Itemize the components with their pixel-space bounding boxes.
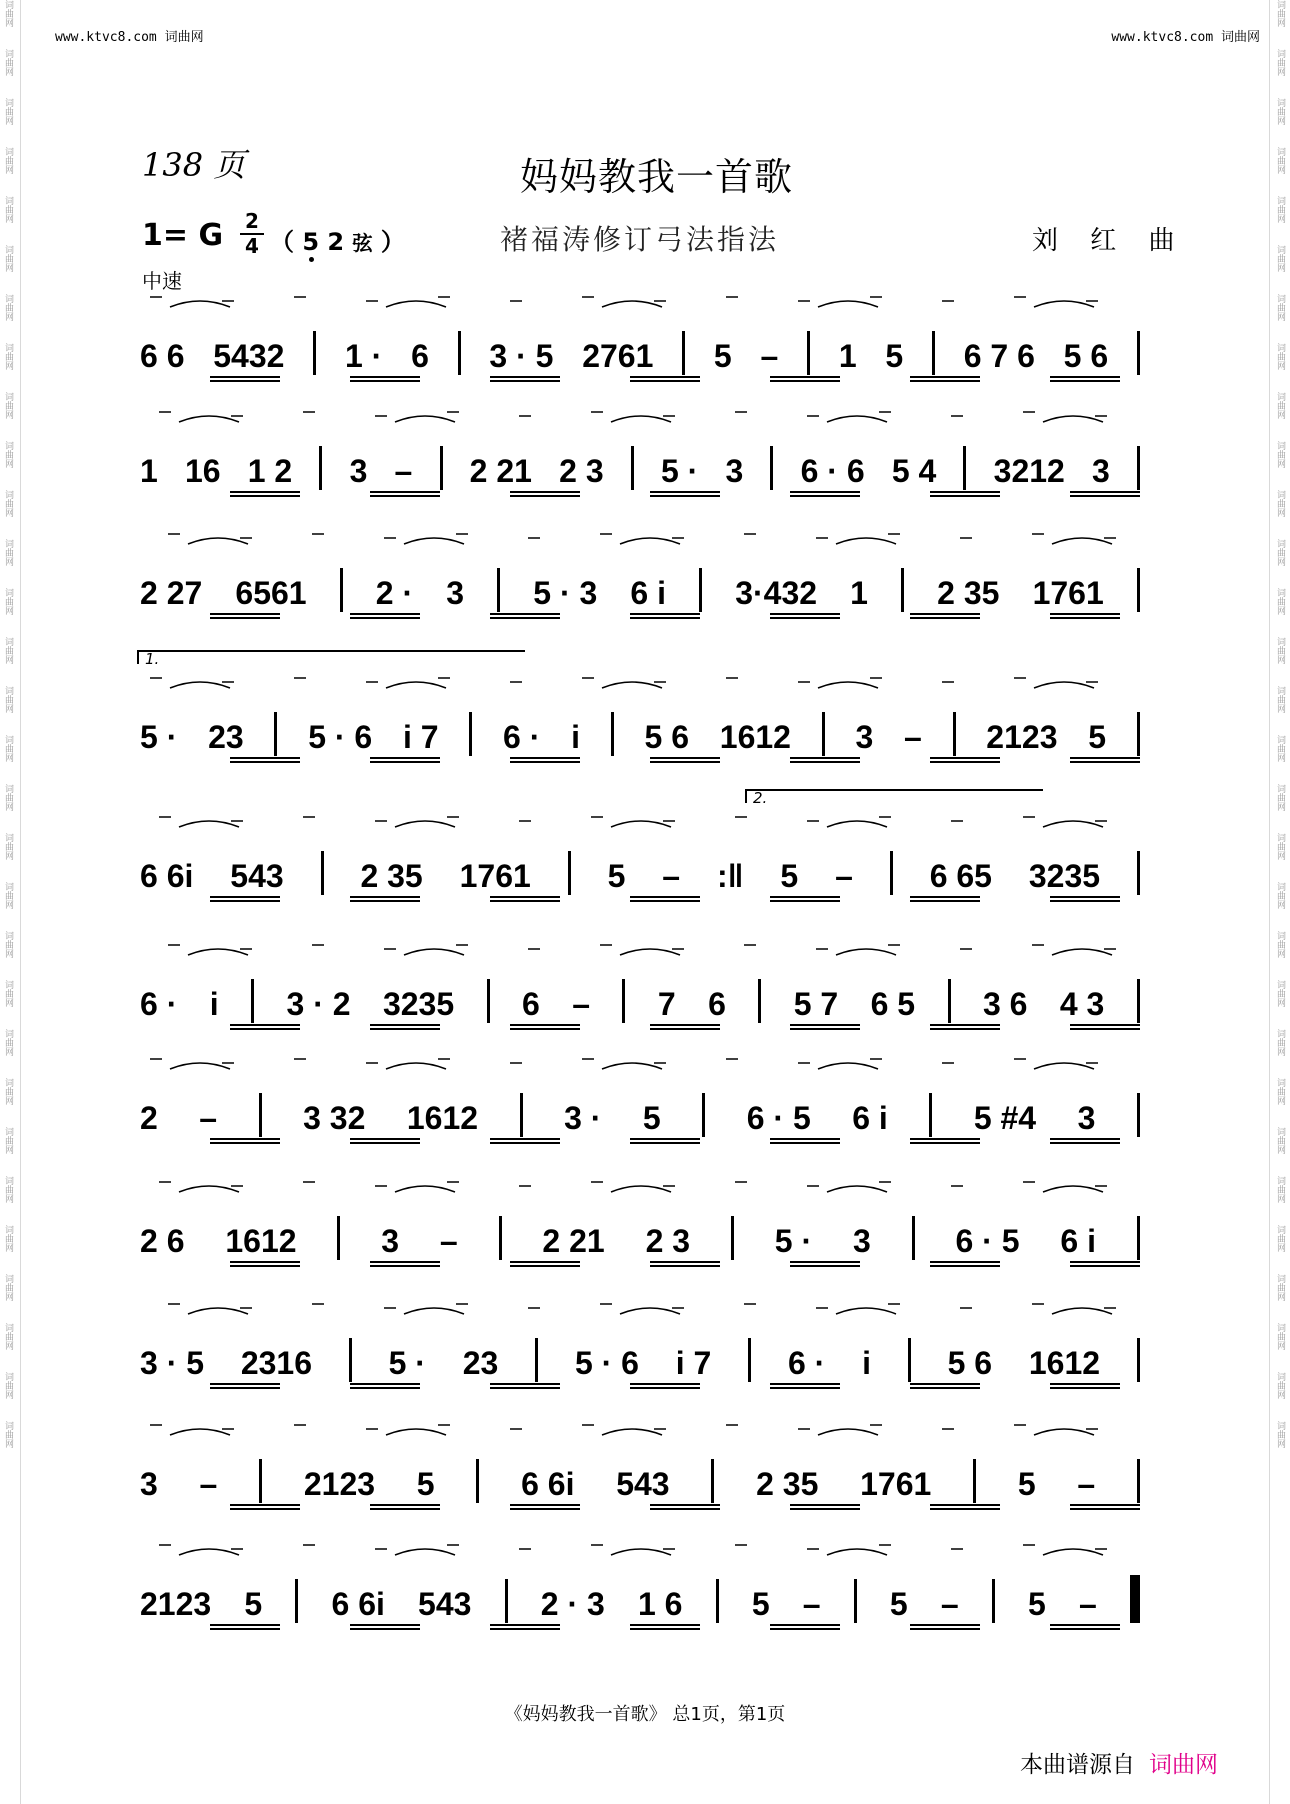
repeat-sign: :‖ xyxy=(716,858,744,894)
margin-watermark-text: 词曲网 xyxy=(3,441,13,468)
barline xyxy=(992,1579,995,1623)
barline xyxy=(807,331,810,375)
margin-watermark-text: 词曲网 xyxy=(1275,931,1285,958)
margin-watermark-text: 词曲网 xyxy=(3,980,13,1007)
barline xyxy=(568,851,571,895)
note-group: 6 · 5 xyxy=(746,1100,811,1136)
note-group: 4 3 xyxy=(1059,986,1105,1022)
note-group: 5 · xyxy=(140,719,178,755)
note-group: 543 xyxy=(616,1466,670,1502)
note-group: 1612 xyxy=(406,1100,479,1136)
note-group: 6561 xyxy=(235,575,307,611)
note-group: 6 6i xyxy=(521,1466,575,1502)
bowing-marks xyxy=(140,267,1140,311)
barline xyxy=(716,1579,719,1623)
barline xyxy=(631,446,634,490)
note-group: 2316 xyxy=(240,1345,313,1381)
note-group: 6 · 6 xyxy=(800,453,865,489)
score-line xyxy=(140,1200,1150,1260)
barline xyxy=(1137,851,1140,895)
barline xyxy=(611,712,614,756)
barline xyxy=(1137,712,1140,756)
bowing-marks xyxy=(140,1274,1140,1318)
margin-watermark-text: 词曲网 xyxy=(3,1323,13,1350)
margin-watermark-text: 词曲网 xyxy=(3,294,13,321)
note-group: 3 xyxy=(1077,1100,1096,1136)
barline xyxy=(932,331,935,375)
margin-watermark-text: 词曲网 xyxy=(1275,490,1285,517)
note-group: 7 xyxy=(657,986,676,1022)
note-group: – xyxy=(199,1466,218,1502)
barline xyxy=(963,446,966,490)
watermark-top-right xyxy=(1111,26,1260,45)
note-group: 6 6 xyxy=(140,338,185,374)
beam-underlines xyxy=(140,895,1140,917)
note-group: – xyxy=(199,1100,218,1136)
margin-watermark-text: 词曲网 xyxy=(1275,1176,1285,1203)
note-group: 2 3 xyxy=(645,1223,691,1259)
barline xyxy=(535,1338,538,1382)
note-group: 6 · xyxy=(140,986,178,1022)
margin-watermark-text: 词曲网 xyxy=(1275,147,1285,174)
barline xyxy=(499,1216,502,1260)
note-group: 5 · xyxy=(660,453,699,489)
note-group: 5 4 xyxy=(891,453,937,489)
time-signature xyxy=(240,211,264,257)
score-line xyxy=(140,552,1150,612)
barline xyxy=(622,979,625,1023)
note-group: 3212 xyxy=(993,453,1065,489)
note-group: 6 65 xyxy=(929,858,992,894)
barline xyxy=(337,1216,340,1260)
barline xyxy=(476,1459,479,1503)
note-group: 5 xyxy=(889,1586,908,1622)
tuning-paren-open: （ xyxy=(270,228,294,256)
time-signature-bottom: 4 xyxy=(245,234,259,258)
barline xyxy=(313,331,316,375)
note-group: 2 xyxy=(140,1100,158,1136)
margin-watermark-text: 词曲网 xyxy=(3,196,13,223)
string-tuning xyxy=(270,222,405,257)
source-brand: 词曲网 xyxy=(1149,1752,1218,1778)
note-group: 5 · 3 xyxy=(533,575,598,611)
note-group: 3 xyxy=(852,1223,871,1259)
margin-watermark-text: 词曲网 xyxy=(1275,1078,1285,1105)
barline xyxy=(469,712,472,756)
margin-watermark-text: 词曲网 xyxy=(1275,1225,1285,1252)
note-group: 5 xyxy=(416,1466,435,1502)
score-line xyxy=(140,1077,1150,1137)
barline xyxy=(1137,331,1140,375)
margin-watermark-text: 词曲网 xyxy=(1275,49,1285,76)
margin-watermark-text: 词曲网 xyxy=(3,490,13,517)
note-group: 2 3 xyxy=(559,453,604,489)
barline xyxy=(711,1459,714,1503)
barline xyxy=(295,1579,298,1623)
note-group: 5 6 xyxy=(644,719,690,755)
margin-watermark-text: 词曲网 xyxy=(3,147,13,174)
watermark-site: 词曲网 xyxy=(164,30,204,45)
barline xyxy=(702,1093,705,1137)
note-group: 2 35 xyxy=(937,575,1000,611)
bowing-marks xyxy=(140,648,1140,692)
score-line xyxy=(140,789,1150,895)
margin-watermark-text: 词曲网 xyxy=(3,686,13,713)
margin-watermark-text: 词曲网 xyxy=(3,1029,13,1056)
note-group: 6 i xyxy=(852,1100,888,1136)
barline xyxy=(770,446,773,490)
barline xyxy=(1137,1093,1140,1137)
barline xyxy=(520,1093,523,1137)
note-group: 5 #4 xyxy=(973,1100,1037,1136)
barline xyxy=(340,568,343,612)
barline xyxy=(251,979,254,1023)
note-group: 3 32 xyxy=(303,1100,366,1136)
margin-watermark-text: 词曲网 xyxy=(3,1078,13,1105)
margin-watermark-text: 词曲网 xyxy=(1275,882,1285,909)
margin-watermark-text: 词曲网 xyxy=(1275,441,1285,468)
margin-watermark-text: 词曲网 xyxy=(1275,637,1285,664)
left-margin-rule xyxy=(20,0,21,1804)
barline xyxy=(1137,446,1140,490)
left-margin-watermark xyxy=(2,0,16,1804)
barline xyxy=(458,331,461,375)
barline xyxy=(748,1338,751,1382)
note-group: 3 xyxy=(855,719,874,755)
note-group: 543 xyxy=(418,1586,472,1622)
note-group: 2 21 xyxy=(542,1223,605,1259)
note-group: 6 · xyxy=(787,1345,826,1381)
margin-watermark-text: 词曲网 xyxy=(1275,539,1285,566)
note-group: 2 27 xyxy=(140,575,203,611)
margin-watermark-text: 词曲网 xyxy=(3,1176,13,1203)
note-group: 1612 xyxy=(225,1223,297,1259)
barline xyxy=(440,446,443,490)
margin-watermark-text: 词曲网 xyxy=(3,588,13,615)
tempo-marking: 中速 xyxy=(142,269,182,293)
note-group: 5 6 xyxy=(1063,338,1109,374)
right-margin-watermark xyxy=(1274,0,1288,1804)
margin-watermark-text: 词曲网 xyxy=(3,1372,13,1399)
margin-watermark-text: 词曲网 xyxy=(1275,833,1285,860)
barline xyxy=(890,851,893,895)
margin-watermark-text: 词曲网 xyxy=(1275,0,1285,27)
note-group: 16 xyxy=(184,453,221,489)
note-group: 6 xyxy=(411,338,429,374)
note-group: 6 xyxy=(708,986,726,1022)
margin-watermark-text: 词曲网 xyxy=(1275,294,1285,321)
bowing-marks xyxy=(140,1395,1140,1439)
footer-page-info: 《妈妈教我一首歌》 总1页，第1页 xyxy=(504,1704,786,1725)
note-group: 3 xyxy=(725,453,744,489)
note-group: 2123 xyxy=(986,719,1058,755)
note-group: 3 xyxy=(1092,453,1110,489)
note-group: 5 xyxy=(713,338,732,374)
note-group: 23 xyxy=(462,1345,499,1381)
note-group: 1 · xyxy=(344,338,383,374)
barline xyxy=(758,979,761,1023)
note-group: 1 xyxy=(838,338,857,374)
note-group: 3 xyxy=(446,575,465,611)
note-group: – xyxy=(802,1586,821,1622)
note-group: 1 xyxy=(850,575,868,611)
barline xyxy=(822,712,825,756)
tuning-high-string: 2 xyxy=(327,228,345,256)
barline xyxy=(854,1579,857,1623)
margin-watermark-text: 词曲网 xyxy=(1275,1323,1285,1350)
barline xyxy=(699,568,702,612)
note-group: 5 · xyxy=(774,1223,813,1259)
barline xyxy=(1137,1459,1140,1503)
volta-bracket: 2. xyxy=(745,789,1043,803)
tuning-word: 弦 xyxy=(352,231,373,255)
note-group: 3 xyxy=(381,1223,400,1259)
note-group: 2 21 xyxy=(469,453,532,489)
barline xyxy=(731,1216,734,1260)
note-group: 5 · 6 xyxy=(308,719,373,755)
note-group: 6 5 xyxy=(870,986,916,1022)
beam-underlines xyxy=(140,1623,1140,1645)
margin-watermark-text: 词曲网 xyxy=(3,49,13,76)
margin-watermark-text: 词曲网 xyxy=(3,98,13,125)
note-group: – xyxy=(904,719,922,755)
note-group: 5 xyxy=(885,338,904,374)
margin-watermark-text: 词曲网 xyxy=(1275,245,1285,272)
score-line xyxy=(140,1443,1150,1503)
bowing-marks xyxy=(140,915,1140,959)
margin-watermark-text: 词曲网 xyxy=(1275,196,1285,223)
note-group: – xyxy=(940,1586,959,1622)
margin-watermark-text: 词曲网 xyxy=(3,1225,13,1252)
note-group: 6 · xyxy=(503,719,541,755)
note-group: 5 xyxy=(642,1100,661,1136)
score-line xyxy=(140,1563,1150,1623)
note-group: 5 6 xyxy=(947,1345,993,1381)
margin-watermark-text: 词曲网 xyxy=(3,1421,13,1448)
note-group: i xyxy=(209,986,219,1022)
note-group: 3 xyxy=(349,453,368,489)
note-group: 5 xyxy=(244,1586,263,1622)
note-group: i xyxy=(571,719,581,755)
margin-watermark-text: 词曲网 xyxy=(1275,1127,1285,1154)
score-line xyxy=(140,430,1150,490)
composer-credit: 刘 红 曲 xyxy=(1032,226,1187,256)
margin-watermark-text: 词曲网 xyxy=(1275,686,1285,713)
barline xyxy=(929,1093,932,1137)
barline xyxy=(487,979,490,1023)
watermark-url: www.ktvc8.com xyxy=(55,30,157,45)
note-group: 1612 xyxy=(719,719,791,755)
note-group: 2123 xyxy=(140,1586,212,1622)
barline xyxy=(349,1338,352,1382)
note-group: – xyxy=(439,1223,458,1259)
note-group: 1761 xyxy=(459,858,531,894)
note-group: 5 xyxy=(1028,1586,1046,1622)
margin-watermark-text: 词曲网 xyxy=(3,392,13,419)
note-group: 3 · 5 xyxy=(489,338,554,374)
note-group: 2 6 xyxy=(140,1223,185,1259)
note-group: i 7 xyxy=(402,719,439,755)
barline xyxy=(497,568,500,612)
note-group: 1612 xyxy=(1028,1345,1101,1381)
margin-watermark-text: 词曲网 xyxy=(1275,1029,1285,1056)
note-group: 3 · xyxy=(564,1100,602,1136)
note-group: 6 6i xyxy=(331,1586,385,1622)
score-line xyxy=(140,1322,1150,1382)
note-group: i 7 xyxy=(675,1345,712,1381)
margin-watermark-text: 词曲网 xyxy=(1275,392,1285,419)
margin-watermark-text: 词曲网 xyxy=(1275,98,1285,125)
barline xyxy=(505,1579,508,1623)
barline xyxy=(973,1459,976,1503)
note-group: 1 6 xyxy=(637,1586,683,1622)
score-line xyxy=(140,315,1150,375)
margin-watermark-text: 词曲网 xyxy=(3,784,13,811)
margin-watermark-text: 词曲网 xyxy=(3,931,13,958)
margin-watermark-text: 词曲网 xyxy=(1275,980,1285,1007)
note-group: i xyxy=(862,1345,871,1381)
note-group: – xyxy=(1077,1466,1096,1502)
note-group: 1 xyxy=(140,453,158,489)
note-group: 3·432 xyxy=(735,575,818,611)
margin-watermark-text: 词曲网 xyxy=(3,882,13,909)
reviser-credit: 褚福涛修订弓法指法 xyxy=(500,223,780,256)
margin-watermark-text: 词曲网 xyxy=(3,1274,13,1301)
note-group: 2 · 3 xyxy=(540,1586,605,1622)
page-label: 138 页 xyxy=(142,146,246,184)
note-group: 5 xyxy=(751,1586,770,1622)
bowing-marks xyxy=(140,504,1140,548)
margin-watermark-text: 词曲网 xyxy=(1275,343,1285,370)
score-line xyxy=(140,963,1150,1023)
note-group: 1761 xyxy=(1032,575,1104,611)
note-group: 6 7 6 xyxy=(963,338,1035,374)
bowing-marks xyxy=(140,1152,1140,1196)
margin-watermark-text: 词曲网 xyxy=(1275,1274,1285,1301)
margin-watermark-text: 词曲网 xyxy=(3,637,13,664)
bowing-marks xyxy=(140,787,1140,831)
beam-underlines xyxy=(140,756,1140,778)
song-title: 妈妈教我一首歌 xyxy=(520,155,794,199)
watermark-url: www.ktvc8.com xyxy=(1111,30,1214,45)
note-group: 5 · 6 xyxy=(574,1345,639,1381)
margin-watermark-text: 词曲网 xyxy=(3,539,13,566)
note-group: 2 35 xyxy=(360,858,423,894)
note-group: 3 xyxy=(140,1466,158,1502)
barline xyxy=(682,331,685,375)
time-signature-top: 2 xyxy=(245,209,259,233)
note-group: 3235 xyxy=(382,986,455,1022)
note-group: 2761 xyxy=(582,338,654,374)
note-group: 5 xyxy=(607,858,626,894)
margin-watermark-text: 词曲网 xyxy=(1275,735,1285,762)
margin-watermark-text: 词曲网 xyxy=(3,833,13,860)
margin-watermark-text: 词曲网 xyxy=(1275,588,1285,615)
barline xyxy=(901,568,904,612)
margin-watermark-text: 词曲网 xyxy=(1275,784,1285,811)
barline xyxy=(319,446,322,490)
note-group: 23 xyxy=(208,719,244,755)
margin-watermark-text: 词曲网 xyxy=(3,0,13,27)
margin-watermark-text: 词曲网 xyxy=(3,1127,13,1154)
source-credit xyxy=(1020,1746,1218,1779)
margin-watermark-text: 词曲网 xyxy=(3,343,13,370)
watermark-site: 词曲网 xyxy=(1220,30,1260,45)
note-group: 1761 xyxy=(860,1466,932,1502)
barline xyxy=(1137,1216,1140,1260)
note-group: 1 2 xyxy=(247,453,293,489)
note-group: – xyxy=(662,858,681,894)
note-group: 5 7 xyxy=(793,986,839,1022)
margin-watermark-text: 词曲网 xyxy=(1275,1372,1285,1399)
note-group: – xyxy=(1079,1586,1097,1622)
score-line xyxy=(140,650,1150,756)
tuning-low-string: 5 xyxy=(302,228,320,256)
bowing-marks xyxy=(140,382,1140,426)
watermark-top-left xyxy=(55,26,204,45)
note-group: 5 xyxy=(1017,1466,1036,1502)
barline xyxy=(953,712,956,756)
barline xyxy=(908,1338,911,1382)
barline xyxy=(948,979,951,1023)
note-group: – xyxy=(394,453,413,489)
source-prefix: 本曲谱源自 xyxy=(1020,1752,1135,1778)
note-group: 6 i xyxy=(1060,1223,1096,1259)
barline xyxy=(1137,568,1140,612)
note-group: 6 6i xyxy=(140,858,194,894)
volta-bracket: 1. xyxy=(137,650,525,664)
note-group: 5432 xyxy=(213,338,285,374)
key-signature: 1= G xyxy=(142,218,224,253)
right-margin-rule xyxy=(1269,0,1270,1804)
tuning-paren-close: ） xyxy=(380,228,405,256)
bowing-marks xyxy=(140,1515,1140,1559)
note-group: 2123 xyxy=(303,1466,376,1502)
note-group: 3235 xyxy=(1028,858,1101,894)
note-group: 3 · 2 xyxy=(286,986,351,1022)
beam-underlines xyxy=(140,612,1140,634)
note-group: – xyxy=(760,338,779,374)
note-group: 3 6 xyxy=(982,986,1028,1022)
note-group: 2 35 xyxy=(756,1466,819,1502)
barline xyxy=(274,712,277,756)
note-group: 3 · 5 xyxy=(140,1345,205,1381)
barline xyxy=(1137,979,1140,1023)
note-group: 6 i xyxy=(630,575,666,611)
note-group: 5 xyxy=(780,858,799,894)
barline xyxy=(912,1216,915,1260)
barline xyxy=(259,1093,262,1137)
barline xyxy=(1137,1338,1140,1382)
note-group: – xyxy=(572,986,590,1022)
note-group: 6 xyxy=(521,986,540,1022)
margin-watermark-text: 词曲网 xyxy=(3,735,13,762)
note-group: 5 xyxy=(1088,719,1107,755)
margin-watermark-text: 词曲网 xyxy=(1275,1421,1285,1448)
margin-watermark-text: 词曲网 xyxy=(3,245,13,272)
barline xyxy=(259,1459,262,1503)
note-group: 2 · xyxy=(375,575,414,611)
note-group: 5 · xyxy=(388,1345,426,1381)
note-group: 6 · 5 xyxy=(955,1223,1020,1259)
note-group: 543 xyxy=(230,858,284,894)
note-group: – xyxy=(835,858,853,894)
barline xyxy=(321,851,324,895)
bowing-marks xyxy=(140,1029,1140,1073)
final-barline xyxy=(1130,1575,1140,1623)
